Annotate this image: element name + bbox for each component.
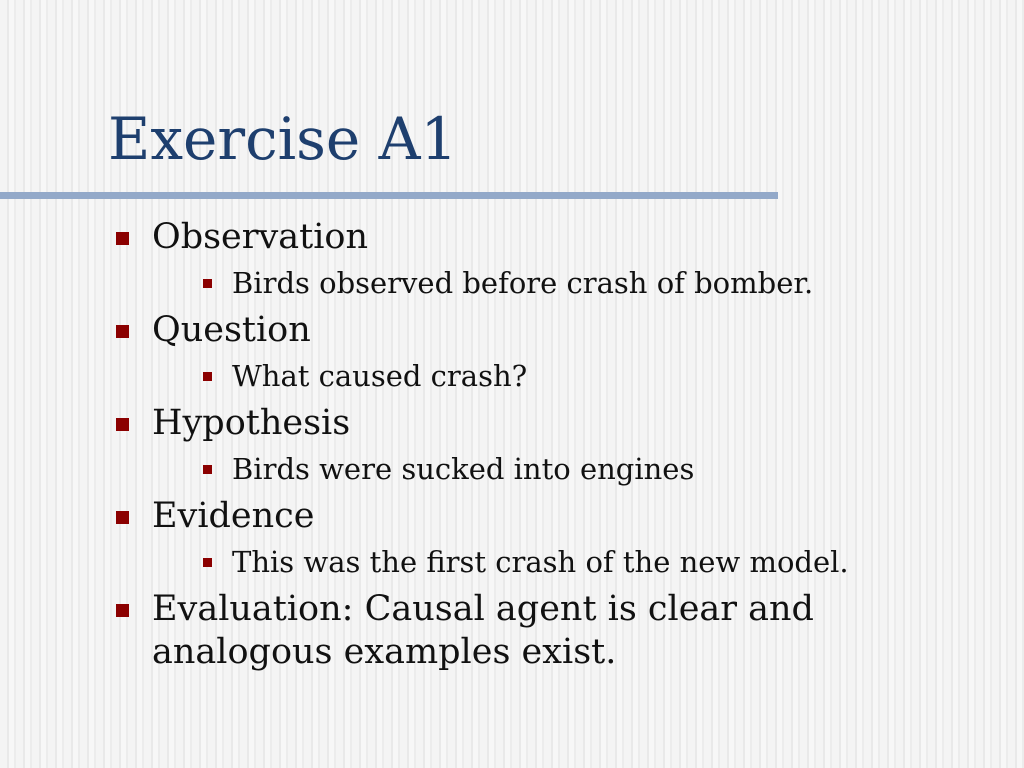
sub-list-item-label: What caused crash? [232, 359, 528, 393]
square-bullet-icon [203, 558, 212, 567]
sub-list-item [203, 265, 996, 301]
square-bullet-icon [116, 232, 129, 245]
list-item-question [116, 309, 996, 394]
list-item-label: Evidence [152, 496, 315, 536]
list-item-evaluation [116, 588, 996, 674]
square-bullet-icon [203, 372, 212, 381]
title-divider [0, 192, 778, 199]
sub-list-item [203, 451, 996, 487]
square-bullet-icon [203, 465, 212, 474]
list-item-evidence [116, 495, 996, 580]
list-item-label: Evaluation: Causal agent is clear and analogous examples exist. [152, 589, 814, 672]
sub-list-item-label: Birds were sucked into engines [232, 452, 695, 486]
square-bullet-icon [116, 604, 129, 617]
square-bullet-icon [116, 418, 129, 431]
sub-list-item [203, 544, 996, 580]
sub-list-item [203, 358, 996, 394]
square-bullet-icon [203, 279, 212, 288]
sub-list-item-label: This was the first crash of the new model. [232, 545, 849, 579]
square-bullet-icon [116, 325, 129, 338]
list-item-label: Hypothesis [152, 403, 351, 443]
list-item-label: Observation [152, 217, 369, 257]
list-item-observation [116, 216, 996, 301]
slide-title: Exercise A1 [108, 105, 458, 173]
sub-list-item-label: Birds observed before crash of bomber. [232, 266, 814, 300]
square-bullet-icon [116, 511, 129, 524]
list-item-hypothesis [116, 402, 996, 487]
bullet-list [116, 216, 996, 674]
list-item-label: Question [152, 310, 311, 350]
